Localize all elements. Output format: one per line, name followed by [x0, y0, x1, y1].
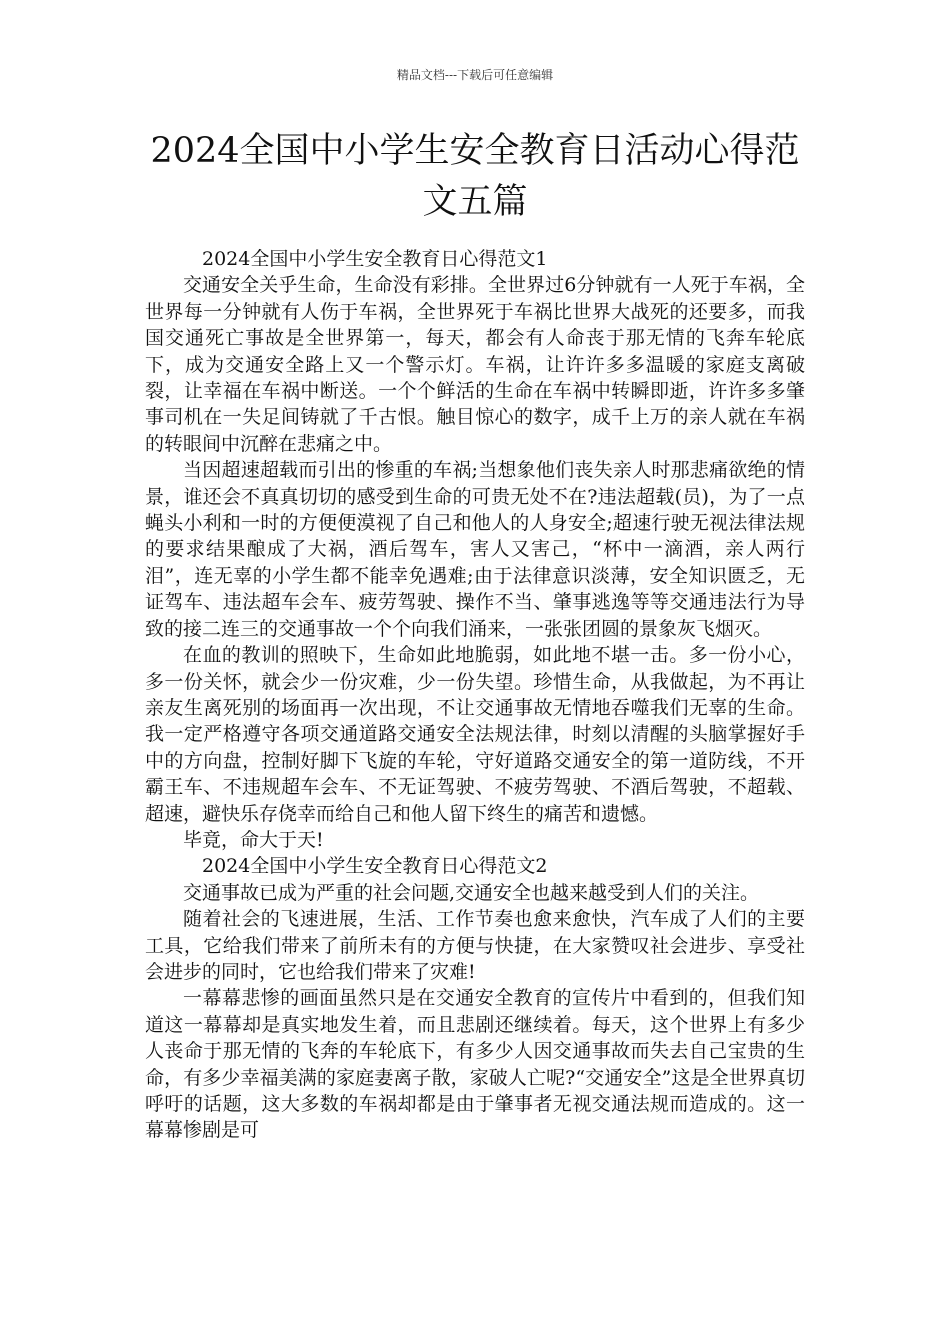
- section-heading-1: 2024全国中小学生安全教育日心得范文1: [202, 248, 548, 270]
- paragraph: 一幕幕悲惨的画面虽然只是在交通安全教育的宣传片中看到的，但我们知道这一幕幕却是真实地发生着，而且悲剧还继续着。每天，这个世界上有多少人丧命于那无情的飞奔的车轮底下，有多少人因交通事故而失去自己宝贵的生命，有多少幸福美满的家庭妻离子散，家破人亡呢?“交通安全”这是全世界真切呼吁的话题，这大多数的车祸却都是由于肇事者无视交通法规而造成的。这一幕幕惨剧是可: [145, 987, 805, 1142]
- paragraph: 交通事故已成为严重的社会问题,交通安全也越来越受到人们的关注。: [183, 881, 760, 904]
- paragraph: 在血的教训的照映下，生命如此地脆弱，如此地不堪一击。多一份小心，多一份关怀，就会少一份灾难，少一份失望。珍惜生命，从我做起，为不再让亲友生离死别的场面再一次出现，不让交通事故无情地吞噬我们无辜的生命。我一定严格遵守各项交通道路交通安全法规法律，时刻以清醒的头脑掌握好手中的方向盘，控制好脚下飞旋的车轮，守好道路交通安全的第一道防线，不开霸王车、不违规超车会车、不无证驾驶、不疲劳驾驶、不酒后驾驶，不超载、超速，避快乐存侥幸而给自己和他人留下终生的痛苦和遗憾。: [145, 644, 805, 825]
- paragraph: 当因超速超载而引出的惨重的车祸;当想象他们丧失亲人时那悲痛欲绝的情景，谁还会不真真切切的感受到生命的可贵无处不在?违法超载(员)，为了一点蝇头小利和一时的方便便漠视了自己和他人的人身安全;超速行驶无视法律法规的要求结果酿成了大祸，酒后驾车，害人又害己，“杯中一滴酒，亲人两行泪”，连无辜的小学生都不能幸免遇难;由于法律意识淡薄，安全知识匮乏，无证驾车、违法超车会车、疲劳驾驶、操作不当、肇事逃逸等等交通违法行为导致的接二连三的交通事故一个个向我们涌来，一张张团圆的景象灰飞烟灭。: [145, 459, 805, 640]
- section-heading-2: 2024全国中小学生安全教育日心得范文2: [202, 855, 548, 878]
- document-title: 2024全国中小学生安全教育日活动心得范文五篇: [150, 131, 800, 222]
- paragraph: 毕竟，命大于天!: [183, 828, 324, 851]
- document-body: [145, 246, 805, 1144]
- paragraph: 随着社会的飞速进展，生活、工作节奏也愈来愈快，汽车成了人们的主要工具，它给我们带来了前所未有的方便与快捷，在大家赞叹社会进步、享受社会进步的同时，它也给我们带来了灾难!: [145, 908, 805, 983]
- paragraph: 交通安全关乎生命，生命没有彩排。全世界过6分钟就有一人死于车祸，全世界每一分钟就有人伤于车祸，全世界死于车祸比世界大战死的还要多，而我国交通死亡事故是全世界第一，每天，都会有人命丧于那无情的飞奔车轮底下，成为交通安全路上又一个警示灯。车祸，让许许多多温暖的家庭支离破裂，让幸福在车祸中断送。一个个鲜活的生命在车祸中转瞬即逝，许许多多肇事司机在一失足间铸就了千古恨。触目惊心的数字，成千上万的亲人就在车祸的转眼间中沉醉在悲痛之中。: [145, 274, 805, 455]
- page-header-note: 精品文档---下载后可任意编辑: [396, 68, 554, 82]
